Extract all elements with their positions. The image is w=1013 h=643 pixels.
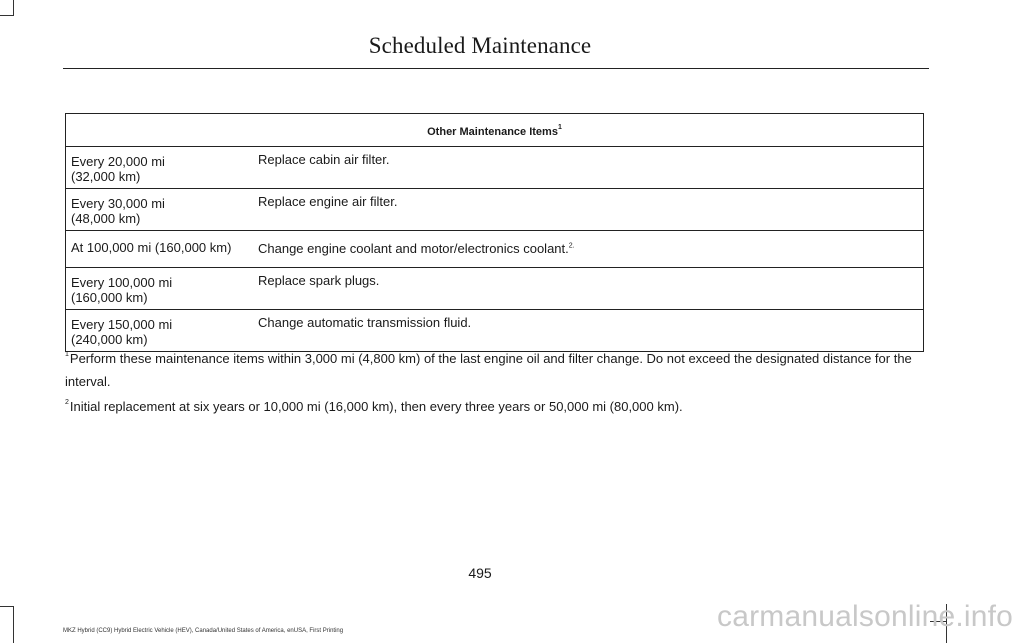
action-text: Replace spark plugs. (258, 273, 380, 288)
interval-miles: Every 150,000 mi (71, 317, 173, 332)
table-row (66, 147, 924, 189)
interval-cell (66, 310, 252, 352)
action-cell (251, 310, 924, 352)
table-title-text: Other Maintenance Items (427, 125, 558, 138)
interval-cell (66, 231, 252, 268)
interval-miles: At 100,000 mi (160,000 km) (71, 240, 232, 255)
interval-cell (66, 189, 252, 231)
table-header-row (66, 114, 924, 147)
footnote-text: Initial replacement at six years or 10,000 mi (16,000 km), then every three years or 50,000 mi (80,000 km). (69, 399, 683, 414)
header-divider (63, 68, 929, 69)
crop-mark (13, 606, 14, 643)
footnote-2 (65, 397, 927, 420)
action-cell (251, 189, 924, 231)
action-cell (251, 231, 924, 268)
table-row (66, 231, 924, 268)
interval-cell (66, 268, 252, 310)
action-footnote-mark: 2. (568, 242, 575, 250)
interval-miles: Every 20,000 mi (71, 154, 165, 169)
interval-km: (160,000 km) (71, 290, 148, 305)
table-row (66, 189, 924, 231)
crop-mark (0, 606, 14, 607)
maintenance-table (65, 113, 924, 352)
watermark: carmanualsonline.info (717, 600, 1013, 633)
interval-km: (32,000 km) (71, 169, 141, 184)
table-title-footnote-mark: 1 (557, 123, 562, 131)
table-title (66, 114, 924, 147)
interval-km: (240,000 km) (71, 332, 148, 347)
action-cell (251, 268, 924, 310)
page-title: Scheduled Maintenance (368, 33, 592, 58)
interval-cell (66, 147, 252, 189)
table-row (66, 310, 924, 352)
page-number: 495 (468, 565, 492, 581)
interval-miles: Every 30,000 mi (71, 196, 165, 211)
footnotes (65, 349, 927, 425)
interval-miles: Every 100,000 mi (71, 275, 173, 290)
footer-vehicle-info: MKZ Hybrid (CC9) Hybrid Electric Vehicle (HEV), Canada/United States of America, enUSA, First Printing (63, 628, 344, 634)
footnote-mark: 2 (65, 399, 69, 406)
crop-mark (13, 0, 14, 16)
crop-mark (0, 15, 14, 16)
footnote-mark: 1 (65, 351, 69, 358)
table-row (66, 268, 924, 310)
action-text: Replace cabin air filter. (258, 152, 390, 167)
action-cell (251, 147, 924, 189)
action-text: Change automatic transmission fluid. (258, 315, 472, 330)
interval-km: (48,000 km) (71, 211, 141, 226)
action-text: Change engine coolant and motor/electronics coolant. (258, 241, 569, 256)
footnote-text: Perform these maintenance items within 3,000 mi (4,800 km) of the last engine oil and filter change. Do not exceed the designated distance for the interval. (65, 351, 912, 389)
action-text: Replace engine air filter. (258, 194, 398, 209)
footnote-1 (65, 349, 927, 392)
